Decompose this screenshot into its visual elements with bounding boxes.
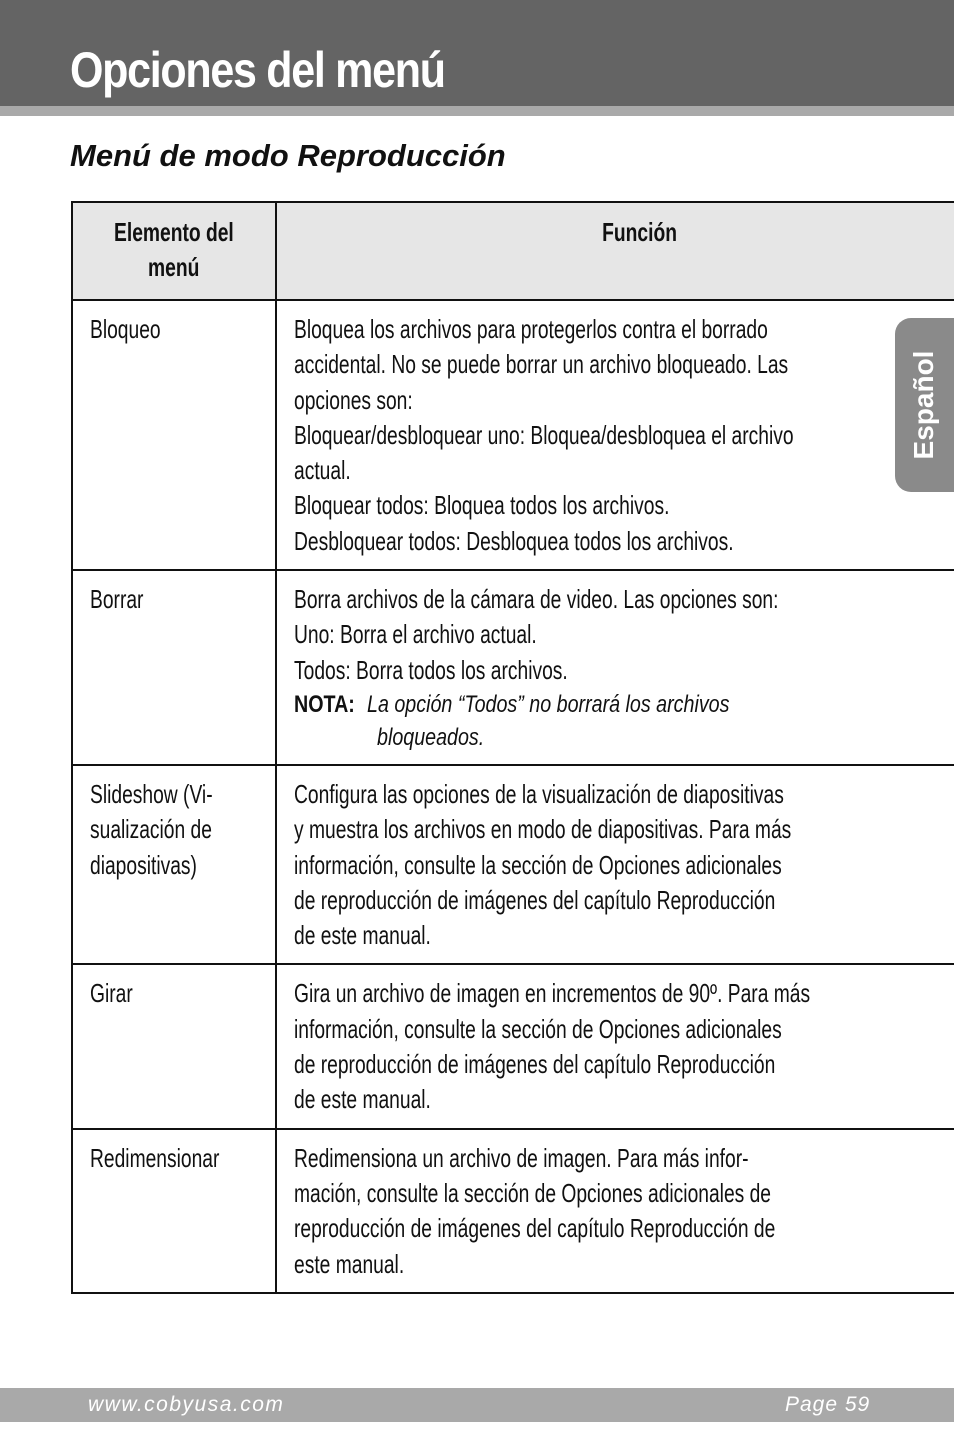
function-line: Gira un archivo de imagen en incrementos de 90º. Para más (293, 978, 810, 1009)
note-text-line2: bloqueados. (376, 723, 485, 751)
table-row (72, 765, 954, 964)
function-line: de reproducción de imágenes del capítulo Reproducción (293, 1049, 776, 1080)
menu-item-cell (72, 964, 276, 1128)
function-cell (276, 570, 954, 765)
page-title: Opciones del menú (70, 42, 445, 98)
note-text: La opción “Todos” no borrará los archivos (366, 690, 730, 718)
column-header-function (276, 202, 954, 300)
table-row (72, 964, 954, 1128)
function-line: Todos: Borra todos los archivos. (293, 654, 568, 685)
function-line: información, consulte la sección de Opciones adicionales (293, 1013, 782, 1044)
function-line: opciones son: (293, 384, 413, 415)
function-cell (276, 964, 954, 1128)
menu-item-cell (72, 300, 276, 570)
menu-item-name: sualización de (90, 814, 212, 845)
function-line: de este manual. (293, 920, 431, 951)
function-line: este manual. (293, 1248, 405, 1279)
header-stripe (0, 106, 954, 116)
menu-item-name: Bloqueo (90, 314, 161, 344)
function-line: Borra archivos de la cámara de video. Las opciones son: (293, 584, 779, 615)
menu-item-cell (72, 570, 276, 765)
function-line: Redimensiona un archivo de imagen. Para más infor- (293, 1142, 749, 1173)
function-line: actual. (293, 455, 351, 486)
function-cell (276, 765, 954, 964)
function-cell (276, 300, 954, 570)
function-line: de este manual. (293, 1084, 431, 1115)
note-label: NOTA: (293, 690, 355, 718)
function-line: y muestra los archivos en modo de diapositivas. Para más (293, 814, 792, 845)
language-tab-label: Español (908, 350, 939, 460)
menu-item-name: Borrar (90, 584, 144, 615)
function-line: información, consulte la sección de Opciones adicionales (293, 849, 782, 880)
function-line: Bloquear todos: Bloquea todos los archivos. (293, 490, 670, 521)
section-title: Menú de modo Reproducción (70, 138, 506, 173)
menu-options-table (71, 201, 954, 1294)
function-cell (276, 1129, 954, 1293)
column-header-item-line1: Elemento del (114, 217, 234, 247)
function-line: reproducción de imágenes del capítulo Reproducción de (293, 1213, 776, 1244)
footer-page-number: Page 59 (785, 1393, 871, 1416)
function-line: accidental. No se puede borrar un archivo bloqueado. Las (293, 349, 789, 380)
function-line: Desbloquear todos: Desbloquea todos los archivos. (293, 525, 734, 556)
menu-item-name: Slideshow (Vi- (90, 778, 213, 809)
table-row (72, 570, 954, 765)
column-header-item (72, 202, 276, 300)
function-line: Bloquea los archivos para protegerlos contra el borrado (293, 314, 768, 344)
footer-website: www.cobyusa.com (88, 1393, 285, 1416)
menu-item-name: Girar (90, 978, 133, 1009)
table-row (72, 1129, 954, 1293)
function-line: Configura las opciones de la visualización de diapositivas (293, 778, 784, 809)
function-line: Uno: Borra el archivo actual. (293, 619, 537, 650)
note (294, 688, 954, 721)
function-line: mación, consulte la sección de Opciones adicionales de (293, 1177, 771, 1208)
column-header-function-label: Función (601, 217, 677, 247)
table-header-row (72, 202, 954, 300)
function-line: Bloquear/desbloquear uno: Bloquea/desbloquea el archivo (293, 419, 794, 450)
menu-item-cell (72, 1129, 276, 1293)
menu-item-name: diapositivas) (90, 849, 197, 880)
menu-item-name: Redimensionar (90, 1142, 220, 1173)
note-continuation (294, 721, 954, 754)
column-header-item-line2: menú (148, 252, 200, 283)
menu-item-cell (72, 765, 276, 964)
table-row (72, 300, 954, 570)
function-line: de reproducción de imágenes del capítulo Reproducción (293, 884, 776, 915)
